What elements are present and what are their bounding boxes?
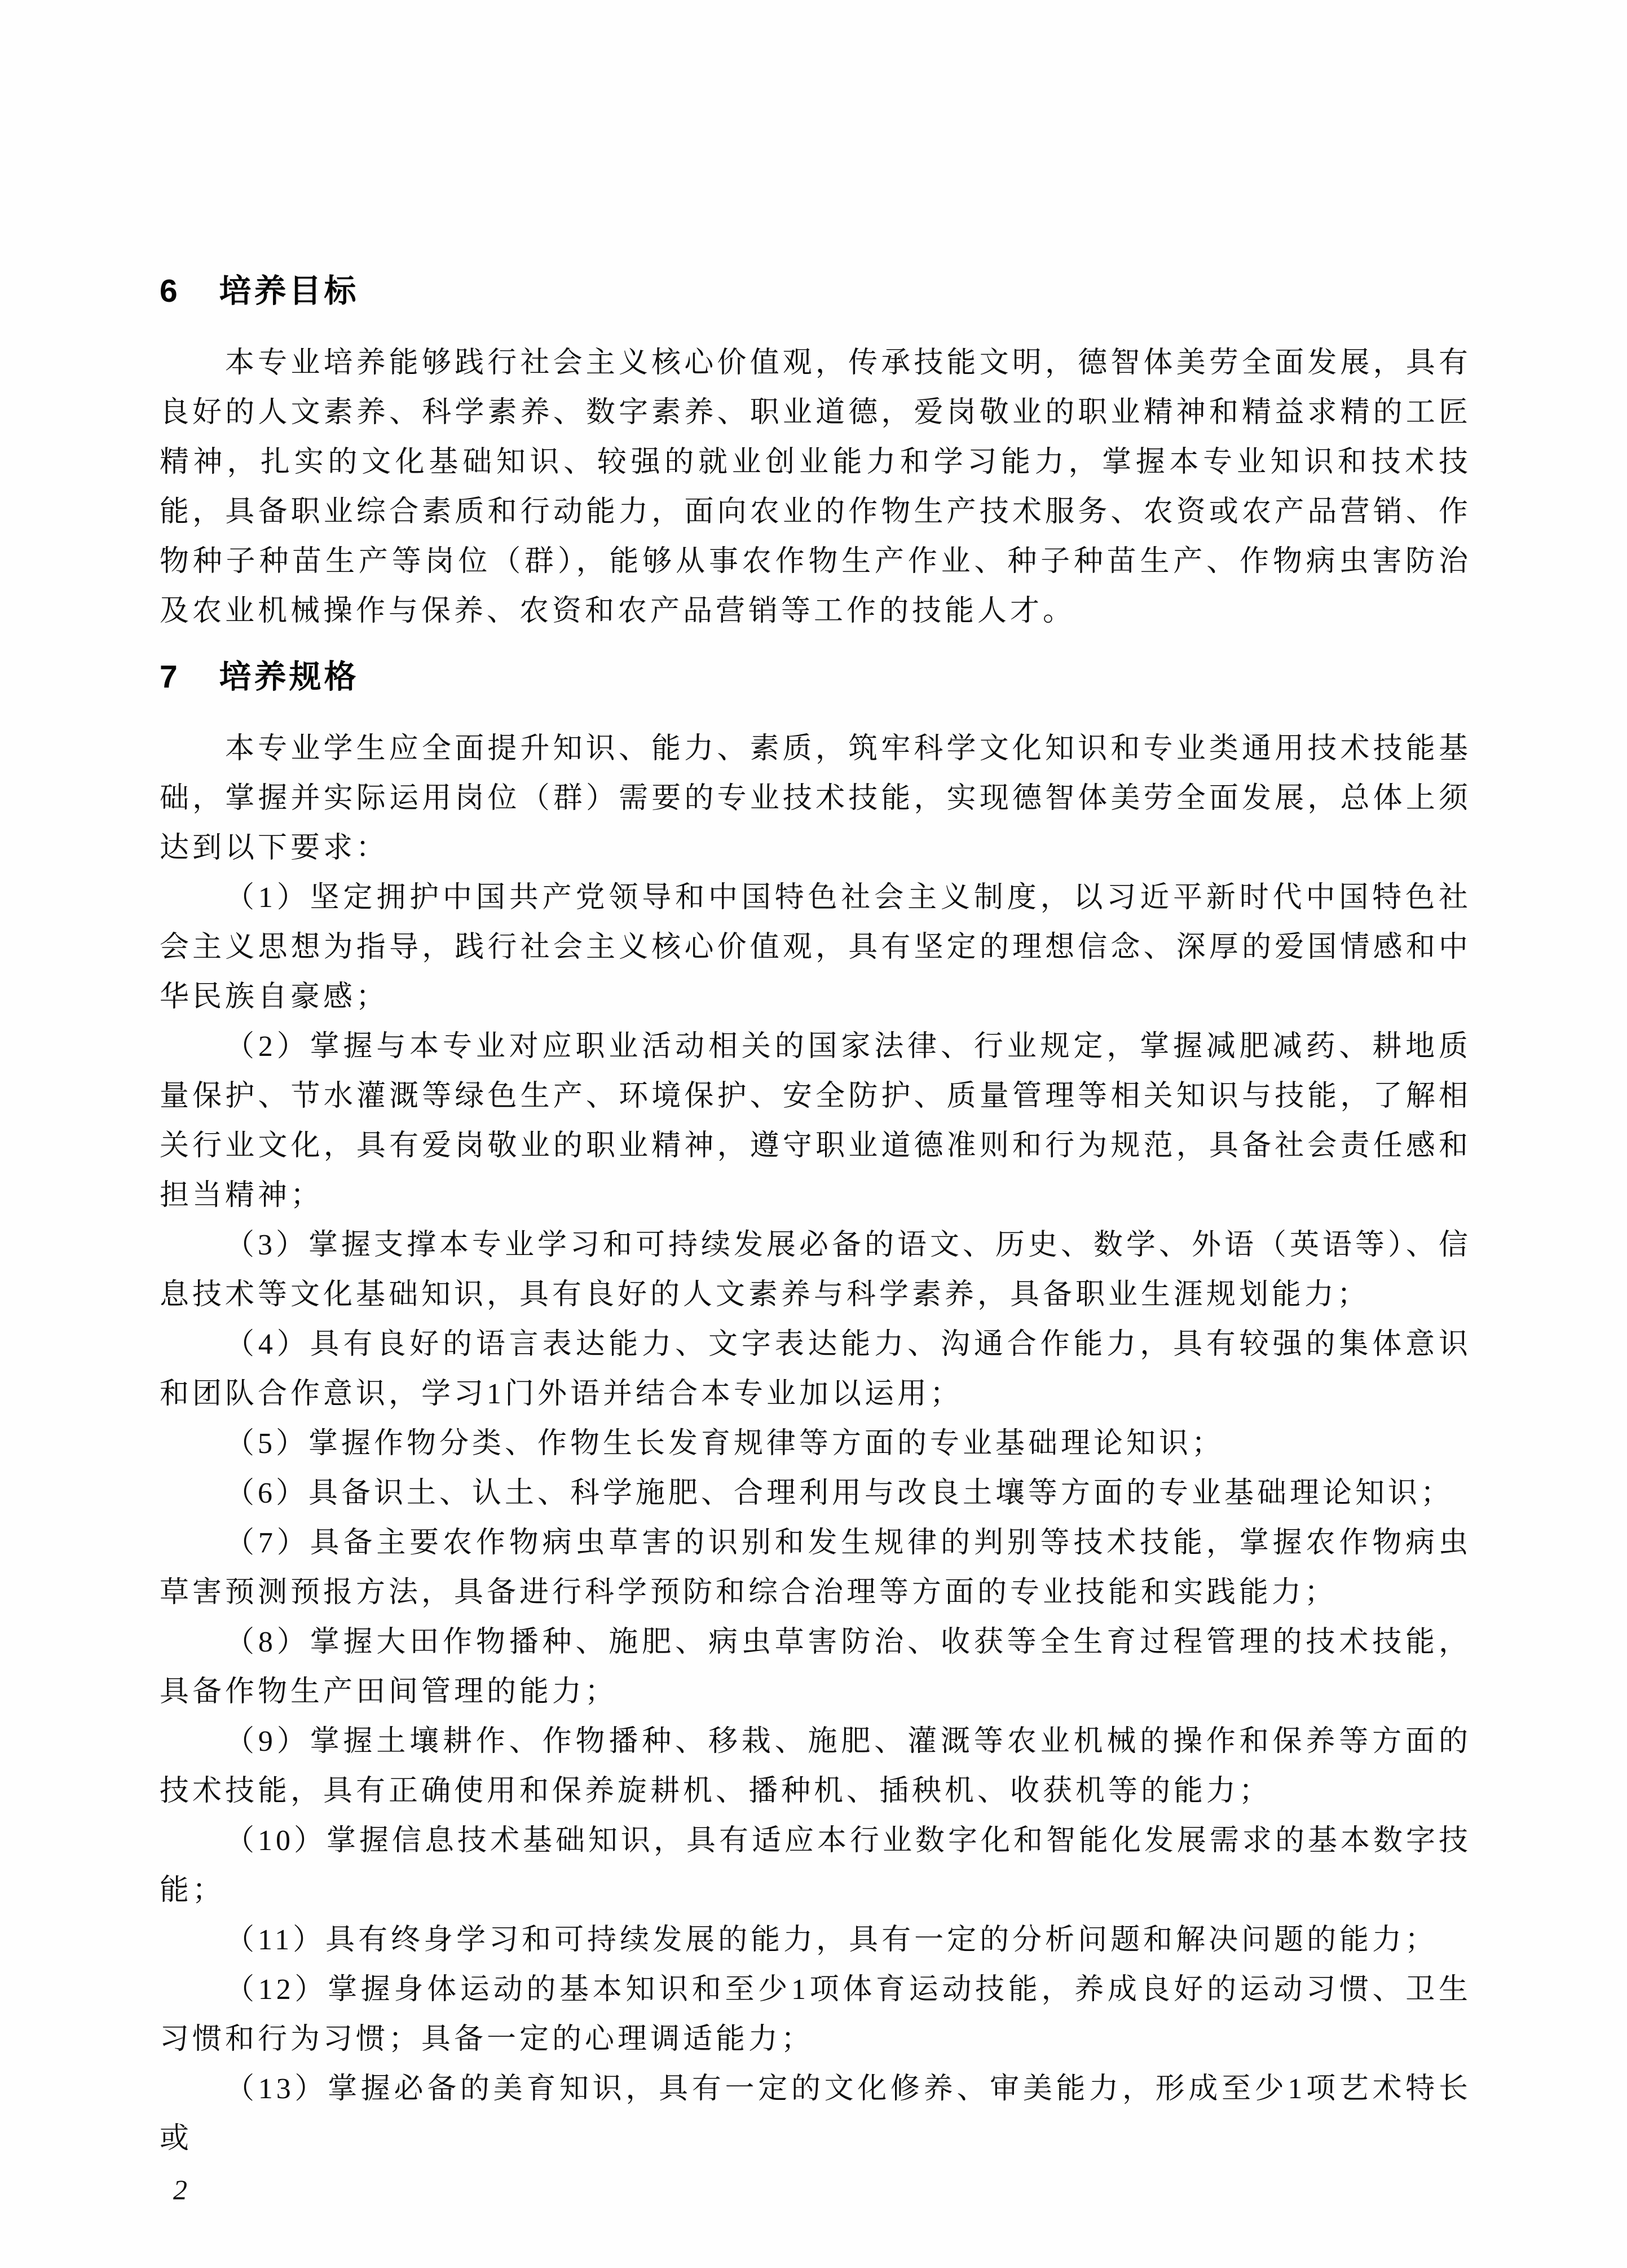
requirement-item: （4）具有良好的语言表达能力、文字表达能力、沟通合作能力，具有较强的集体意识和团队合作意识，学习1门外语并结合本专业加以运用； [160, 1328, 1471, 1410]
requirement-item: （3）掌握支撑本专业学习和可持续发展必备的语文、历史、数学、外语（英语等）、信息技术等文化基础知识，具有良好的人文素养与科学素养，具备职业生涯规划能力； [160, 1229, 1472, 1311]
requirement-item: （9）掌握土壤耕作、作物播种、移栽、施肥、灌溉等农业机械的操作和保养等方面的技术技能，具有正确使用和保养旋耕机、播种机、插秧机、收获机等的能力； [160, 1725, 1471, 1807]
requirement-list [160, 873, 1471, 2164]
section-6-number: 6 [160, 273, 180, 309]
section-6-paragraph: 本专业培养能够践行社会主义核心价值观，传承技能文明，德智体美劳全面发展，具有良好的人文素养、科学素养、数字素养、职业道德，爱岗敬业的职业精神和精益求精的工匠精神，扎实的文化基础知识、较强的就业创业能力和学习能力，掌握本专业知识和技术技能，具备职业综合素质和行动能力，面向农业的作物生产技术服务、农资或农产品营销、作物种子种苗生产等岗位（群），能够从事农作物生产作业、种子种苗生产、作物病虫害防治及农业机械操作与保养、农资和农产品营销等工作的技能人才。 [160, 347, 1471, 627]
requirement-item: （13）掌握必备的美育知识，具有一定的文化修养、审美能力，形成至少1项艺术特长或 [160, 2073, 1471, 2155]
section-7-title: 培养规格 [219, 659, 359, 695]
section-training-specifications [160, 650, 1471, 2164]
requirement-item: （8）掌握大田作物播种、施肥、病虫草害防治、收获等全生育过程管理的技术技能，具备作物生产田间管理的能力； [160, 1626, 1471, 1708]
section-6-title: 培养目标 [219, 273, 359, 309]
section-7-number: 7 [160, 659, 180, 695]
requirement-item: （6）具备识土、认土、科学施肥、合理利用与改良土壤等方面的专业基础理论知识； [225, 1477, 1454, 1509]
section-7-heading [160, 650, 1471, 704]
requirement-item: （11）具有终身学习和可持续发展的能力，具有一定的分析问题和解决问题的能力； [225, 1924, 1438, 1956]
requirement-item: （2）掌握与本专业对应职业活动相关的国家法律、行业规定，掌握减肥减药、耕地质量保护、节水灌溉等绿色生产、环境保护、安全防护、质量管理等相关知识与技能，了解相关行业文化，具有爱岗敬业的职业精神，遵守职业道德准则和行为规范，具备社会责任感和担当精神； [160, 1030, 1471, 1212]
requirement-item: （1）坚定拥护中国共产党领导和中国特色社会主义制度，以习近平新时代中国特色社会主义思想为指导，践行社会主义核心价值观，具有坚定的理想信念、深厚的爱国情感和中华民族自豪感； [160, 882, 1471, 1013]
requirement-item: （12）掌握身体运动的基本知识和至少1项体育运动技能，养成良好的运动习惯、卫生习惯和行为习惯；具备一定的心理调适能力； [160, 1974, 1471, 2055]
requirement-item: （5）掌握作物分类、作物生长发育规律等方面的专业基础理论知识； [225, 1428, 1225, 1460]
section-7-paragraph: 本专业学生应全面提升知识、能力、素质，筑牢科学文化知识和专业类通用技术技能基础，掌握并实际运用岗位（群）需要的专业技术技能，实现德智体美劳全面发展，总体上须达到以下要求： [160, 733, 1471, 864]
section-6-heading [160, 264, 1471, 318]
requirement-item: （10）掌握信息技术基础知识，具有适应本行业数字化和智能化发展需求的基本数字技能； [160, 1825, 1472, 1906]
section-training-objectives [160, 264, 1471, 636]
page-number: 2 [173, 2174, 187, 2205]
requirement-item: （7）具备主要农作物病虫草害的识别和发生规律的判别等技术技能，掌握农作物病虫草害预测预报方法，具备进行科学预防和综合治理等方面的专业技能和实践能力； [160, 1527, 1471, 1609]
